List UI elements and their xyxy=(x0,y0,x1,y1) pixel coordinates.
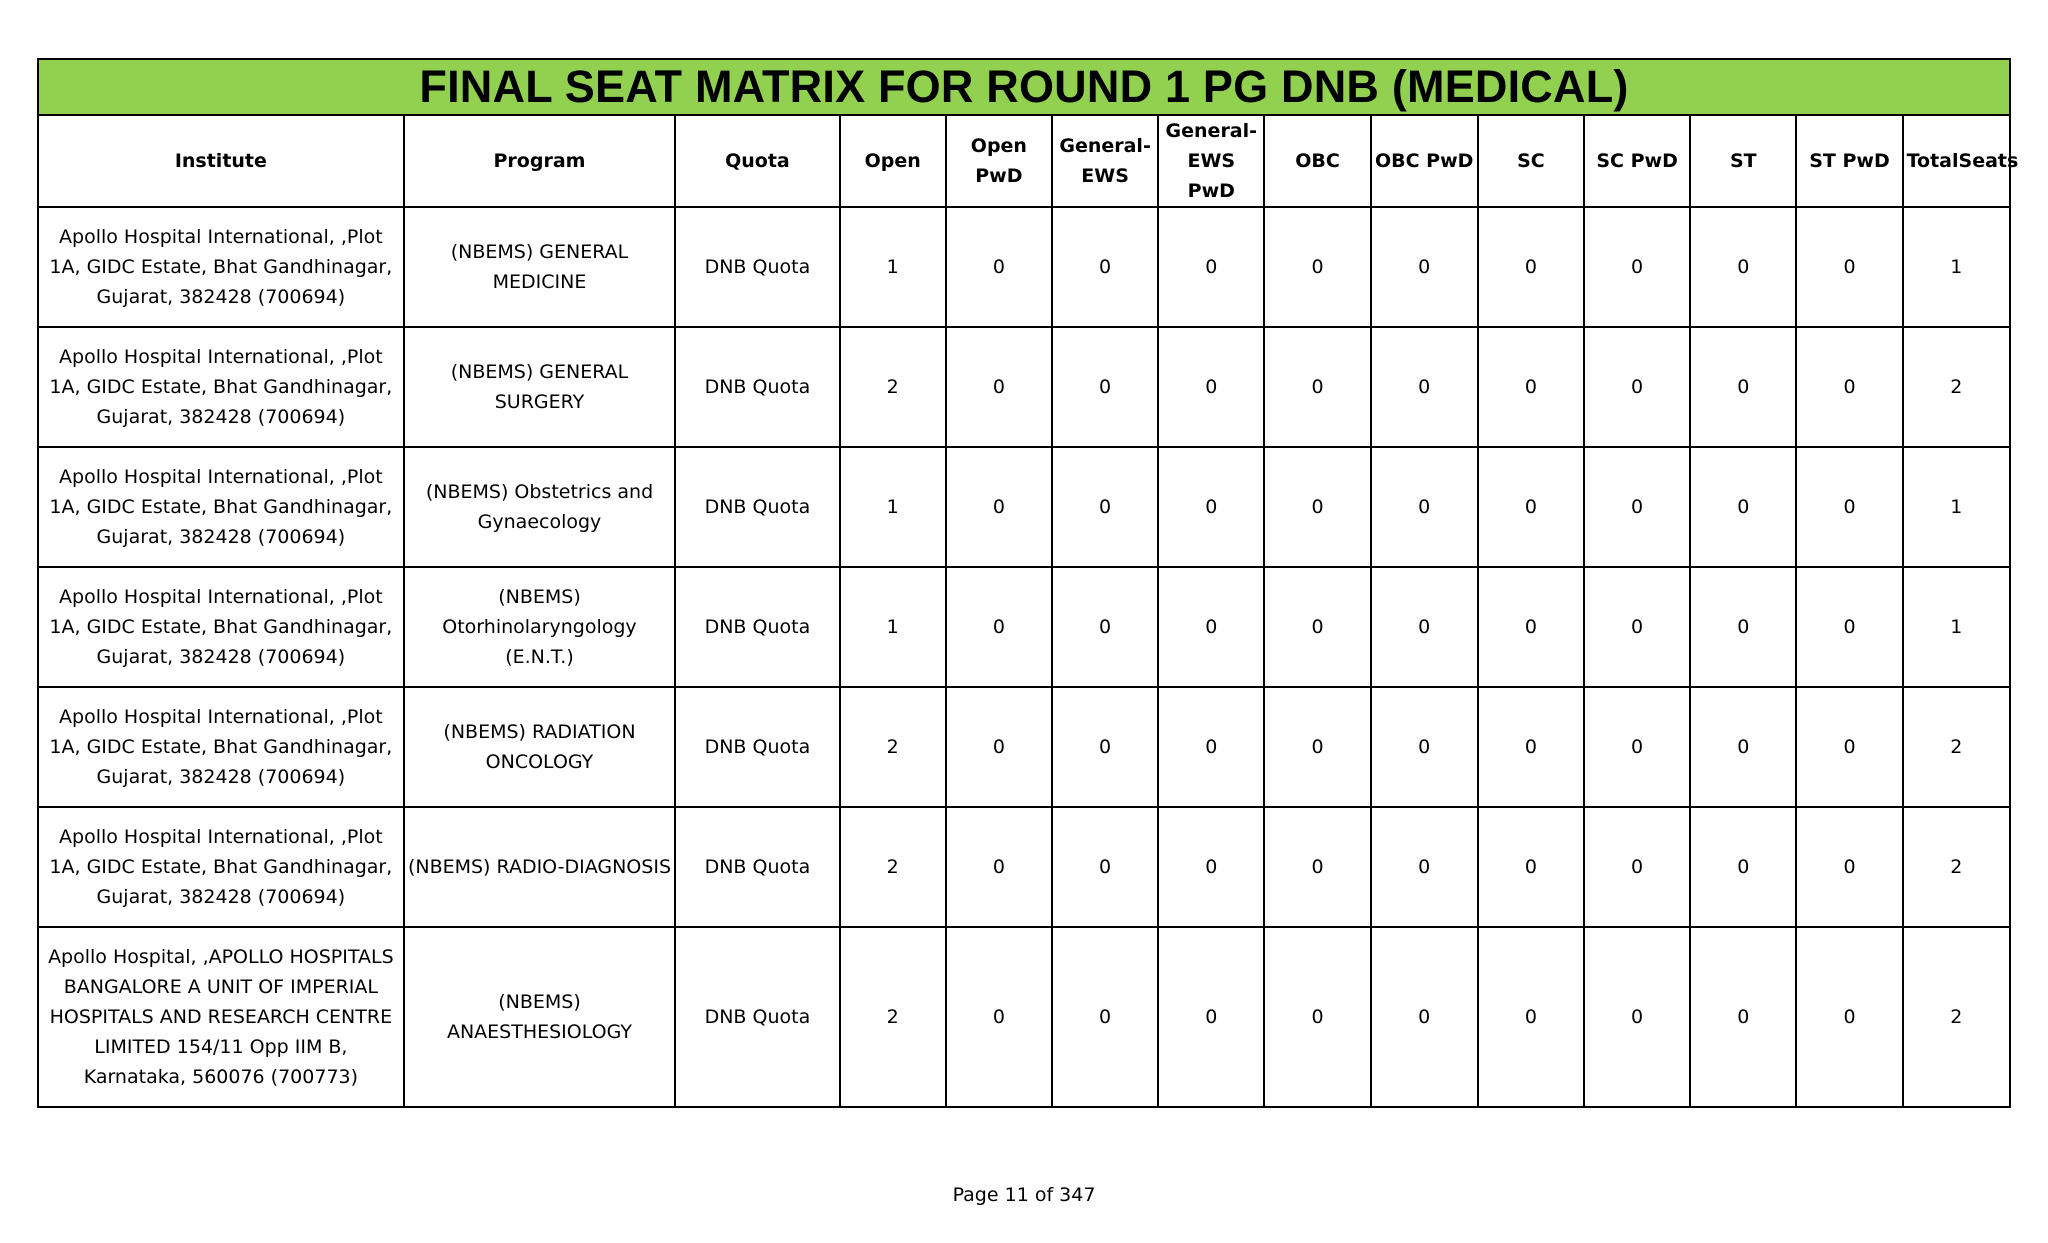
total-seats-cell: 2 xyxy=(1903,927,2010,1107)
program-cell: (NBEMS) GENERAL SURGERY xyxy=(404,327,676,447)
column-header-open-pwd: Open PwD xyxy=(946,115,1052,207)
general-ews-cell: 0 xyxy=(1052,567,1158,687)
sc-pwd-cell: 0 xyxy=(1584,447,1690,567)
sc-cell: 0 xyxy=(1478,687,1584,807)
institute-cell: Apollo Hospital International, ,Plot 1A, GIDC Estate, Bhat Gandhinagar, Gujarat, 382428 (700694) xyxy=(38,447,404,567)
institute-cell: Apollo Hospital International, ,Plot 1A, GIDC Estate, Bhat Gandhinagar, Gujarat, 382428 (700694) xyxy=(38,207,404,327)
open-cell: 1 xyxy=(840,447,946,567)
general-ews-pwd-cell: 0 xyxy=(1158,927,1264,1107)
obc-cell: 0 xyxy=(1264,327,1370,447)
st-pwd-cell: 0 xyxy=(1796,807,1902,927)
open-pwd-cell: 0 xyxy=(946,207,1052,327)
program-cell: (NBEMS) Otorhinolaryngology (E.N.T.) xyxy=(404,567,676,687)
column-header-sc: SC xyxy=(1478,115,1584,207)
obc-pwd-cell: 0 xyxy=(1371,567,1478,687)
table-row xyxy=(38,447,2010,567)
open-pwd-cell: 0 xyxy=(946,927,1052,1107)
st-pwd-cell: 0 xyxy=(1796,927,1902,1107)
obc-pwd-cell: 0 xyxy=(1371,807,1478,927)
column-header-quota: Quota xyxy=(675,115,839,207)
general-ews-pwd-cell: 0 xyxy=(1158,567,1264,687)
column-header-total-seats: TotalSeats xyxy=(1903,115,2010,207)
institute-cell: Apollo Hospital International, ,Plot 1A, GIDC Estate, Bhat Gandhinagar, Gujarat, 382428 (700694) xyxy=(38,807,404,927)
institute-cell: Apollo Hospital International, ,Plot 1A, GIDC Estate, Bhat Gandhinagar, Gujarat, 382428 (700694) xyxy=(38,687,404,807)
quota-cell: DNB Quota xyxy=(675,927,839,1107)
sc-cell: 0 xyxy=(1478,447,1584,567)
institute-cell: Apollo Hospital International, ,Plot 1A, GIDC Estate, Bhat Gandhinagar, Gujarat, 382428 (700694) xyxy=(38,567,404,687)
table-row xyxy=(38,207,2010,327)
open-pwd-cell: 0 xyxy=(946,687,1052,807)
quota-cell: DNB Quota xyxy=(675,447,839,567)
open-pwd-cell: 0 xyxy=(946,447,1052,567)
st-pwd-cell: 0 xyxy=(1796,447,1902,567)
obc-cell: 0 xyxy=(1264,927,1370,1107)
general-ews-pwd-cell: 0 xyxy=(1158,207,1264,327)
obc-cell: 0 xyxy=(1264,207,1370,327)
page-number: Page 11 of 347 xyxy=(952,1184,1096,1206)
st-cell: 0 xyxy=(1690,207,1796,327)
quota-cell: DNB Quota xyxy=(675,327,839,447)
total-seats-cell: 2 xyxy=(1903,687,2010,807)
general-ews-cell: 0 xyxy=(1052,207,1158,327)
column-header-program: Program xyxy=(404,115,676,207)
header-row xyxy=(38,115,2010,207)
total-seats-cell: 2 xyxy=(1903,327,2010,447)
column-header-st: ST xyxy=(1690,115,1796,207)
st-cell: 0 xyxy=(1690,807,1796,927)
obc-pwd-cell: 0 xyxy=(1371,447,1478,567)
sc-pwd-cell: 0 xyxy=(1584,327,1690,447)
open-cell: 2 xyxy=(840,807,946,927)
column-header-institute: Institute xyxy=(38,115,404,207)
page-title: FINAL SEAT MATRIX FOR ROUND 1 PG DNB (MEDICAL) xyxy=(38,59,2010,115)
institute-cell: Apollo Hospital International, ,Plot 1A, GIDC Estate, Bhat Gandhinagar, Gujarat, 382428 (700694) xyxy=(38,327,404,447)
general-ews-pwd-cell: 0 xyxy=(1158,447,1264,567)
st-pwd-cell: 0 xyxy=(1796,567,1902,687)
column-header-st-pwd: ST PwD xyxy=(1796,115,1902,207)
general-ews-pwd-cell: 0 xyxy=(1158,327,1264,447)
st-cell: 0 xyxy=(1690,927,1796,1107)
column-header-obc: OBC xyxy=(1264,115,1370,207)
sc-pwd-cell: 0 xyxy=(1584,687,1690,807)
open-cell: 1 xyxy=(840,567,946,687)
institute-cell: Apollo Hospital, ,APOLLO HOSPITALS BANGALORE A UNIT OF IMPERIAL HOSPITALS AND RESEARCH CENTRE LIMITED 154/11 Opp IIM B, Karnataka, 560076 (700773) xyxy=(38,927,404,1107)
open-cell: 2 xyxy=(840,687,946,807)
st-cell: 0 xyxy=(1690,687,1796,807)
total-seats-cell: 2 xyxy=(1903,807,2010,927)
program-cell: (NBEMS) RADIATION ONCOLOGY xyxy=(404,687,676,807)
quota-cell: DNB Quota xyxy=(675,807,839,927)
program-cell: (NBEMS) ANAESTHESIOLOGY xyxy=(404,927,676,1107)
sc-pwd-cell: 0 xyxy=(1584,807,1690,927)
st-cell: 0 xyxy=(1690,447,1796,567)
general-ews-cell: 0 xyxy=(1052,807,1158,927)
column-header-general-ews: General-EWS xyxy=(1052,115,1158,207)
total-seats-cell: 1 xyxy=(1903,447,2010,567)
obc-pwd-cell: 0 xyxy=(1371,327,1478,447)
obc-cell: 0 xyxy=(1264,447,1370,567)
st-pwd-cell: 0 xyxy=(1796,207,1902,327)
open-cell: 1 xyxy=(840,207,946,327)
table-row xyxy=(38,567,2010,687)
open-cell: 2 xyxy=(840,927,946,1107)
obc-cell: 0 xyxy=(1264,687,1370,807)
quota-cell: DNB Quota xyxy=(675,687,839,807)
st-cell: 0 xyxy=(1690,327,1796,447)
general-ews-cell: 0 xyxy=(1052,927,1158,1107)
general-ews-pwd-cell: 0 xyxy=(1158,687,1264,807)
open-pwd-cell: 0 xyxy=(946,567,1052,687)
sc-cell: 0 xyxy=(1478,207,1584,327)
open-pwd-cell: 0 xyxy=(946,327,1052,447)
table-row xyxy=(38,807,2010,927)
st-pwd-cell: 0 xyxy=(1796,327,1902,447)
column-header-sc-pwd: SC PwD xyxy=(1584,115,1690,207)
open-cell: 2 xyxy=(840,327,946,447)
sc-cell: 0 xyxy=(1478,567,1584,687)
column-header-obc-pwd: OBC PwD xyxy=(1371,115,1478,207)
general-ews-pwd-cell: 0 xyxy=(1158,807,1264,927)
obc-cell: 0 xyxy=(1264,567,1370,687)
column-header-open: Open xyxy=(840,115,946,207)
sc-cell: 0 xyxy=(1478,807,1584,927)
seat-matrix-table xyxy=(37,58,2019,1108)
table-row xyxy=(38,927,2010,1107)
obc-pwd-cell: 0 xyxy=(1371,687,1478,807)
sc-cell: 0 xyxy=(1478,927,1584,1107)
sc-cell: 0 xyxy=(1478,327,1584,447)
program-cell: (NBEMS) Obstetrics and Gynaecology xyxy=(404,447,676,567)
open-pwd-cell: 0 xyxy=(946,807,1052,927)
sc-pwd-cell: 0 xyxy=(1584,927,1690,1107)
quota-cell: DNB Quota xyxy=(675,567,839,687)
general-ews-cell: 0 xyxy=(1052,687,1158,807)
program-cell: (NBEMS) RADIO-DIAGNOSIS xyxy=(404,807,676,927)
seat-matrix-sheet xyxy=(37,58,2019,1108)
total-seats-cell: 1 xyxy=(1903,567,2010,687)
st-pwd-cell: 0 xyxy=(1796,687,1902,807)
sc-pwd-cell: 0 xyxy=(1584,567,1690,687)
total-seats-cell: 1 xyxy=(1903,207,2010,327)
general-ews-cell: 0 xyxy=(1052,447,1158,567)
obc-cell: 0 xyxy=(1264,807,1370,927)
column-header-general-ews-pwd: General-EWS PwD xyxy=(1158,115,1264,207)
table-row xyxy=(38,687,2010,807)
st-cell: 0 xyxy=(1690,567,1796,687)
obc-pwd-cell: 0 xyxy=(1371,207,1478,327)
quota-cell: DNB Quota xyxy=(675,207,839,327)
general-ews-cell: 0 xyxy=(1052,327,1158,447)
obc-pwd-cell: 0 xyxy=(1371,927,1478,1107)
table-row xyxy=(38,327,2010,447)
sc-pwd-cell: 0 xyxy=(1584,207,1690,327)
program-cell: (NBEMS) GENERAL MEDICINE xyxy=(404,207,676,327)
